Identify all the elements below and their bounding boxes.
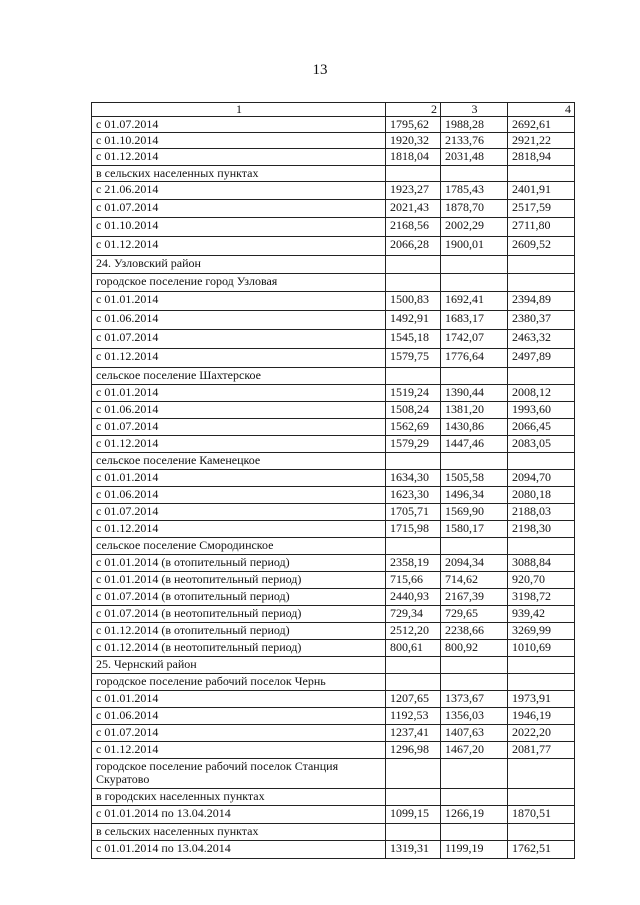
value-cell: 1705,71	[386, 504, 441, 521]
value-cell	[386, 368, 441, 385]
row-label-cell: в сельских населенных пунктах	[92, 166, 386, 182]
row-label-cell: с 01.06.2014	[92, 708, 386, 725]
table-row	[92, 311, 575, 330]
value-cell: 1467,20	[441, 742, 508, 759]
table-row	[92, 166, 575, 182]
value-cell: 2133,76	[441, 133, 508, 149]
value-cell: 1900,01	[441, 237, 508, 256]
value-cell: 2609,52	[508, 237, 575, 256]
value-cell: 2380,37	[508, 311, 575, 330]
value-cell	[386, 789, 441, 806]
value-cell	[441, 166, 508, 182]
value-cell	[508, 453, 575, 470]
value-cell	[386, 256, 441, 274]
value-cell: 2692,61	[508, 117, 575, 133]
table-row	[92, 149, 575, 166]
value-cell	[386, 166, 441, 182]
row-label-cell: с 01.01.2014 (в отопительный период)	[92, 555, 386, 572]
value-cell: 920,70	[508, 572, 575, 589]
value-cell: 1579,29	[386, 436, 441, 453]
value-cell: 2921,22	[508, 133, 575, 149]
value-cell: 1579,75	[386, 349, 441, 368]
header-cell: 3	[441, 103, 508, 117]
row-label-cell: с 01.12.2014	[92, 237, 386, 256]
value-cell: 2094,70	[508, 470, 575, 487]
table-row	[92, 691, 575, 708]
value-cell: 1580,17	[441, 521, 508, 538]
value-cell: 3269,99	[508, 623, 575, 640]
value-cell: 2094,34	[441, 555, 508, 572]
table-row	[92, 470, 575, 487]
table-row	[92, 725, 575, 742]
value-cell: 2818,94	[508, 149, 575, 166]
value-cell	[441, 674, 508, 691]
value-cell	[386, 759, 441, 789]
row-label-cell: в городских населенных пунктах	[92, 789, 386, 806]
value-cell: 1296,98	[386, 742, 441, 759]
table-row	[92, 292, 575, 311]
table-row	[92, 841, 575, 859]
value-cell: 1373,67	[441, 691, 508, 708]
row-label-cell: в сельских населенных пунктах	[92, 824, 386, 841]
value-cell	[508, 824, 575, 841]
row-label-cell: сельское поселение Шахтерское	[92, 368, 386, 385]
row-label-cell: с 01.07.2014	[92, 725, 386, 742]
value-cell	[386, 538, 441, 555]
value-cell: 1319,31	[386, 841, 441, 859]
value-cell: 2002,29	[441, 218, 508, 237]
value-cell: 2008,12	[508, 385, 575, 402]
value-cell: 1870,51	[508, 806, 575, 824]
row-label-cell: с 01.01.2014	[92, 292, 386, 311]
row-label-cell: с 01.06.2014	[92, 487, 386, 504]
value-cell: 2401,91	[508, 182, 575, 200]
value-cell: 1946,19	[508, 708, 575, 725]
value-cell: 1545,18	[386, 330, 441, 349]
value-cell: 2711,80	[508, 218, 575, 237]
value-cell	[441, 759, 508, 789]
value-cell	[386, 657, 441, 674]
value-cell	[508, 368, 575, 385]
value-cell	[386, 674, 441, 691]
value-cell: 1390,44	[441, 385, 508, 402]
table-row	[92, 419, 575, 436]
table-row	[92, 572, 575, 589]
value-cell: 714,62	[441, 572, 508, 589]
value-cell: 2440,93	[386, 589, 441, 606]
value-cell: 1099,15	[386, 806, 441, 824]
value-cell	[508, 256, 575, 274]
row-label-cell: с 01.01.2014	[92, 691, 386, 708]
value-cell	[441, 368, 508, 385]
value-cell: 1993,60	[508, 402, 575, 419]
table-row	[92, 674, 575, 691]
table-row	[92, 759, 575, 789]
table-row	[92, 521, 575, 538]
value-cell: 2238,66	[441, 623, 508, 640]
value-cell	[508, 538, 575, 555]
row-label-cell: с 01.12.2014	[92, 349, 386, 368]
value-cell: 2497,89	[508, 349, 575, 368]
header-cell: 1	[92, 103, 386, 117]
table-row	[92, 218, 575, 237]
value-cell: 1266,19	[441, 806, 508, 824]
value-cell: 1923,27	[386, 182, 441, 200]
value-cell	[441, 824, 508, 841]
tariff-table	[91, 102, 575, 859]
value-cell: 1237,41	[386, 725, 441, 742]
value-cell: 715,66	[386, 572, 441, 589]
row-label-cell: сельское поселение Смородинское	[92, 538, 386, 555]
value-cell: 800,61	[386, 640, 441, 657]
value-cell: 1430,86	[441, 419, 508, 436]
table-row	[92, 349, 575, 368]
table-row	[92, 368, 575, 385]
value-cell: 2198,30	[508, 521, 575, 538]
row-label-cell: с 01.12.2014	[92, 436, 386, 453]
table-row	[92, 538, 575, 555]
value-cell: 2031,48	[441, 149, 508, 166]
value-cell: 1508,24	[386, 402, 441, 419]
value-cell: 1776,64	[441, 349, 508, 368]
value-cell: 2394,89	[508, 292, 575, 311]
value-cell: 1500,83	[386, 292, 441, 311]
table-row	[92, 824, 575, 841]
value-cell: 2066,28	[386, 237, 441, 256]
row-label-cell: сельское поселение Каменецкое	[92, 453, 386, 470]
row-label-cell: городское поселение рабочий поселок Станция Скуратово	[92, 759, 386, 789]
value-cell: 1496,34	[441, 487, 508, 504]
row-label-cell: городское поселение город Узловая	[92, 274, 386, 292]
value-cell: 3088,84	[508, 555, 575, 572]
table-row	[92, 623, 575, 640]
table-row	[92, 133, 575, 149]
value-cell	[508, 166, 575, 182]
value-cell: 729,34	[386, 606, 441, 623]
value-cell: 2512,20	[386, 623, 441, 640]
value-cell: 2022,20	[508, 725, 575, 742]
value-cell: 1381,20	[441, 402, 508, 419]
row-label-cell: с 01.07.2014	[92, 330, 386, 349]
value-cell: 1207,65	[386, 691, 441, 708]
table-row	[92, 487, 575, 504]
value-cell: 1569,90	[441, 504, 508, 521]
value-cell: 1505,58	[441, 470, 508, 487]
value-cell: 2188,03	[508, 504, 575, 521]
row-label-cell: с 01.01.2014	[92, 385, 386, 402]
table-row	[92, 256, 575, 274]
table-row	[92, 182, 575, 200]
table-header-row	[92, 103, 575, 117]
value-cell	[508, 789, 575, 806]
value-cell: 1199,19	[441, 841, 508, 859]
value-cell: 1010,69	[508, 640, 575, 657]
value-cell: 1447,46	[441, 436, 508, 453]
table-row	[92, 274, 575, 292]
row-label-cell: с 01.10.2014	[92, 133, 386, 149]
row-label-cell: с 01.06.2014	[92, 402, 386, 419]
row-label-cell: с 01.07.2014	[92, 117, 386, 133]
table-row	[92, 589, 575, 606]
value-cell	[441, 538, 508, 555]
table-row	[92, 606, 575, 623]
row-label-cell: с 01.12.2014	[92, 149, 386, 166]
row-label-cell: с 01.07.2014 (в отопительный период)	[92, 589, 386, 606]
value-cell	[441, 274, 508, 292]
value-cell	[508, 274, 575, 292]
row-label-cell: с 01.06.2014	[92, 311, 386, 330]
table-row	[92, 436, 575, 453]
value-cell: 1407,63	[441, 725, 508, 742]
row-label-cell: с 01.01.2014 по 13.04.2014	[92, 841, 386, 859]
value-cell: 1634,30	[386, 470, 441, 487]
value-cell: 2083,05	[508, 436, 575, 453]
row-label-cell: с 01.12.2014 (в неотопительный период)	[92, 640, 386, 657]
value-cell: 1562,69	[386, 419, 441, 436]
value-cell: 1920,32	[386, 133, 441, 149]
row-label-cell: с 01.01.2014 по 13.04.2014	[92, 806, 386, 824]
table-row	[92, 117, 575, 133]
value-cell: 1519,24	[386, 385, 441, 402]
row-label-cell: 25. Чернский район	[92, 657, 386, 674]
value-cell	[508, 759, 575, 789]
value-cell: 1623,30	[386, 487, 441, 504]
row-label-cell: с 01.12.2014	[92, 521, 386, 538]
value-cell: 1988,28	[441, 117, 508, 133]
value-cell: 1356,03	[441, 708, 508, 725]
table-row	[92, 453, 575, 470]
value-cell	[386, 824, 441, 841]
value-cell: 1785,43	[441, 182, 508, 200]
value-cell: 1715,98	[386, 521, 441, 538]
table-row	[92, 330, 575, 349]
value-cell: 2463,32	[508, 330, 575, 349]
row-label-cell: с 01.10.2014	[92, 218, 386, 237]
row-label-cell: с 21.06.2014	[92, 182, 386, 200]
row-label-cell: с 01.12.2014	[92, 742, 386, 759]
table-row	[92, 200, 575, 218]
value-cell	[508, 674, 575, 691]
value-cell: 2168,56	[386, 218, 441, 237]
value-cell: 1762,51	[508, 841, 575, 859]
value-cell: 2167,39	[441, 589, 508, 606]
row-label-cell: с 01.01.2014	[92, 470, 386, 487]
table-row	[92, 806, 575, 824]
table-row	[92, 657, 575, 674]
value-cell: 2021,43	[386, 200, 441, 218]
value-cell	[386, 453, 441, 470]
table-row	[92, 555, 575, 572]
value-cell: 1192,53	[386, 708, 441, 725]
value-cell: 1683,17	[441, 311, 508, 330]
value-cell: 1492,91	[386, 311, 441, 330]
table-row	[92, 742, 575, 759]
table-row	[92, 789, 575, 806]
row-label-cell: с 01.07.2014	[92, 419, 386, 436]
table-row	[92, 640, 575, 657]
row-label-cell: с 01.12.2014 (в отопительный период)	[92, 623, 386, 640]
value-cell: 2358,19	[386, 555, 441, 572]
value-cell: 2081,77	[508, 742, 575, 759]
row-label-cell: с 01.07.2014	[92, 200, 386, 218]
value-cell	[441, 453, 508, 470]
table-row	[92, 504, 575, 521]
table-body	[92, 103, 575, 859]
header-cell: 4	[508, 103, 575, 117]
row-label-cell: 24. Узловский район	[92, 256, 386, 274]
value-cell	[441, 256, 508, 274]
table-row	[92, 708, 575, 725]
value-cell: 729,65	[441, 606, 508, 623]
row-label-cell: городское поселение рабочий поселок Чернь	[92, 674, 386, 691]
row-label-cell: с 01.07.2014 (в неотопительный период)	[92, 606, 386, 623]
value-cell: 1692,41	[441, 292, 508, 311]
value-cell: 1818,04	[386, 149, 441, 166]
value-cell	[441, 657, 508, 674]
value-cell: 1742,07	[441, 330, 508, 349]
page-number: 13	[312, 62, 328, 78]
value-cell	[441, 789, 508, 806]
table-row	[92, 237, 575, 256]
value-cell: 800,92	[441, 640, 508, 657]
value-cell: 2066,45	[508, 419, 575, 436]
header-cell: 2	[386, 103, 441, 117]
value-cell: 2517,59	[508, 200, 575, 218]
table-row	[92, 402, 575, 419]
row-label-cell: с 01.07.2014	[92, 504, 386, 521]
value-cell: 3198,72	[508, 589, 575, 606]
value-cell	[508, 657, 575, 674]
value-cell: 1878,70	[441, 200, 508, 218]
table-row	[92, 385, 575, 402]
value-cell	[386, 274, 441, 292]
row-label-cell: с 01.01.2014 (в неотопительный период)	[92, 572, 386, 589]
value-cell: 1795,62	[386, 117, 441, 133]
value-cell: 939,42	[508, 606, 575, 623]
value-cell: 1973,91	[508, 691, 575, 708]
value-cell: 2080,18	[508, 487, 575, 504]
